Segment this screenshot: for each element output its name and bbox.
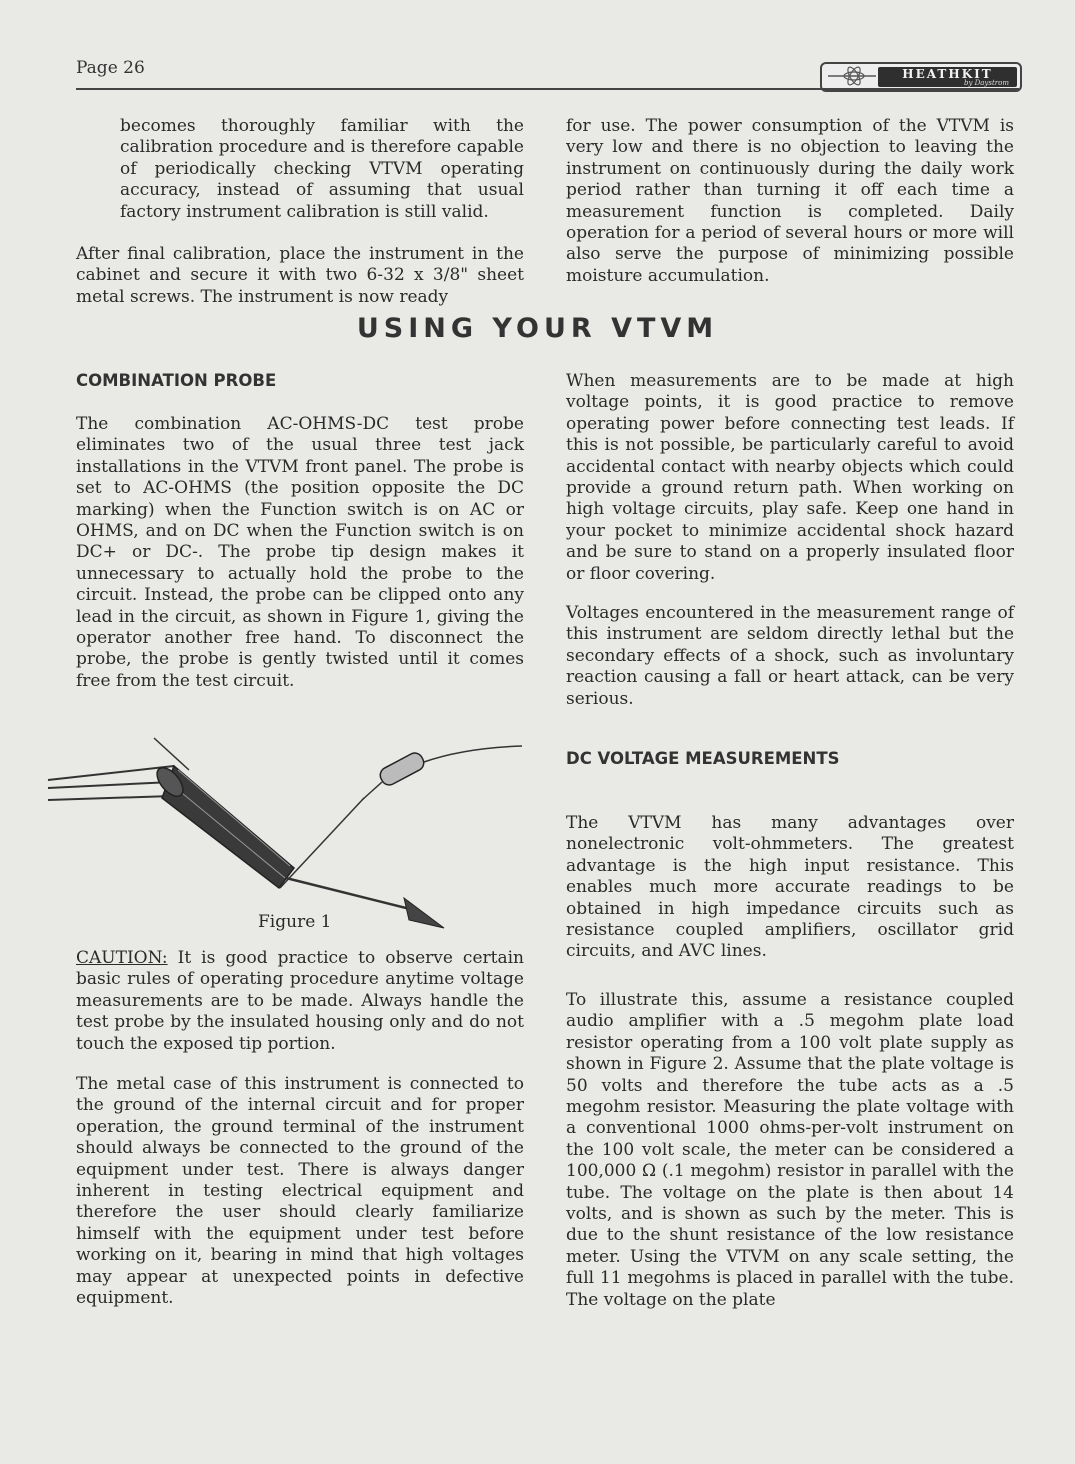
combination-probe-heading: COMBINATION PROBE — [76, 371, 277, 390]
section-title: USING YOUR VTVM — [356, 313, 719, 344]
power-consumption-paragraph: for use. The power consumption of the VTVM is very low and there is no objection to leaving the instrument on continuously during the daily work period rather than turning it off each time a measurement function is completed. Daily operation for a period of several hours or more will also serve the purpose of minimizing possible moisture accumulation. — [566, 116, 1014, 286]
caution-label: CAUTION: — [76, 948, 168, 968]
caution-paragraph — [76, 948, 524, 1055]
page-number: Page 26 — [76, 58, 145, 78]
caution-text: It is good practice to observe certain basic rules of operating procedure anytime voltage measurements are to be made. Always handle the test probe by the insulated housing only and do not touch the exposed tip portion. — [76, 948, 524, 1054]
dc-voltage-heading: DC VOLTAGE MEASUREMENTS — [566, 749, 840, 768]
lethal-voltage-paragraph: Voltages encountered in the measurement range of this instrument are seldom directly lethal but the secondary effects of a shock, such as involuntary reaction causing a fall or heart attack, can be very serious. — [566, 603, 1014, 709]
left-intro-paragraph: becomes thoroughly familiar with the calibration procedure and is therefore capable of periodically checking VTVM operating accuracy, instead of assuming that usual factory instrument calibration is still valid. — [120, 116, 524, 222]
high-voltage-paragraph: When measurements are to be made at high voltage points, it is good practice to remove operating power before connecting test leads. If this is not possible, be particularly careful to avoid accidental contact with nearby objects which could provide a ground return path. When working on high voltage circuits, play safe. Keep one hand in your pocket to minimize accidental shock hazard and be sure to stand on a properly insulated floor or floor covering. — [566, 371, 1014, 584]
metal-case-paragraph: The metal case of this instrument is connected to the ground of the internal circuit and for proper operation, the ground terminal of the instrument should always be connected to the ground of the equipment under test. There is always danger inherent in testing electrical equipment and therefore the user should clearly familiarize himself with the equipment under test before working on it, bearing in mind that high voltages may appear at unexpected points in defective equipment. — [76, 1074, 524, 1309]
header-rule — [76, 88, 1019, 90]
logo-brand: HEATHKIT — [902, 67, 993, 81]
logo-sub: by Daystrom — [963, 79, 1009, 87]
figure-caption: Figure 1 — [258, 912, 332, 932]
amplifier-example-paragraph: To illustrate this, assume a resistance coupled audio amplifier with a .5 megohm plate load resistor operating from a 100 volt plate supply as shown in Figure 2. Assume that the plate voltage is 50 volts and therefore the tube acts as a .5 megohm resistor. Measuring the plate voltage with a conventional 1000 ohms-per-volt instrument on the 100 volt scale, the meter can be considered a 100,000 Ω (.1 megohm) resistor in parallel with the tube. The voltage on the plate is then about 14 volts, and is shown as such by the meter. This is due to the shunt resistance of the low resistance meter. Using the VTVM on any scale setting, the full 11 megohms is placed in parallel with the tube. The voltage on the plate — [566, 990, 1014, 1310]
final-calibration-paragraph: After final calibration, place the instrument in the cabinet and secure it with two 6-32 x 3/8" sheet metal screws. The instrument is now ready — [76, 244, 524, 307]
atom-icon — [824, 65, 880, 87]
vtvm-advantages-paragraph: The VTVM has many advantages over nonelectronic volt-ohmmeters. The greatest advantage is the high input resistance. This enables much more accurate readings to be obtained in high impedance circuits such as resistance coupled amplifiers, oscillator grid circuits, and AVC lines. — [566, 813, 1014, 962]
combination-probe-paragraph: The combination AC-OHMS-DC test probe eliminates two of the usual three test jack installations in the VTVM front panel. The probe is set to AC-OHMS (the position opposite the DC marking) when the Function switch is on AC or OHMS, and on DC when the Function switch is on DC+ or DC-. The probe tip design makes it unnecessary to actually hold the probe to the circuit. Instead, the probe can be clipped onto any lead in the circuit, as shown in Figure 1, giving the operator another free hand. To disconnect the probe, the probe is gently twisted until it comes free from the test circuit. — [76, 414, 524, 691]
